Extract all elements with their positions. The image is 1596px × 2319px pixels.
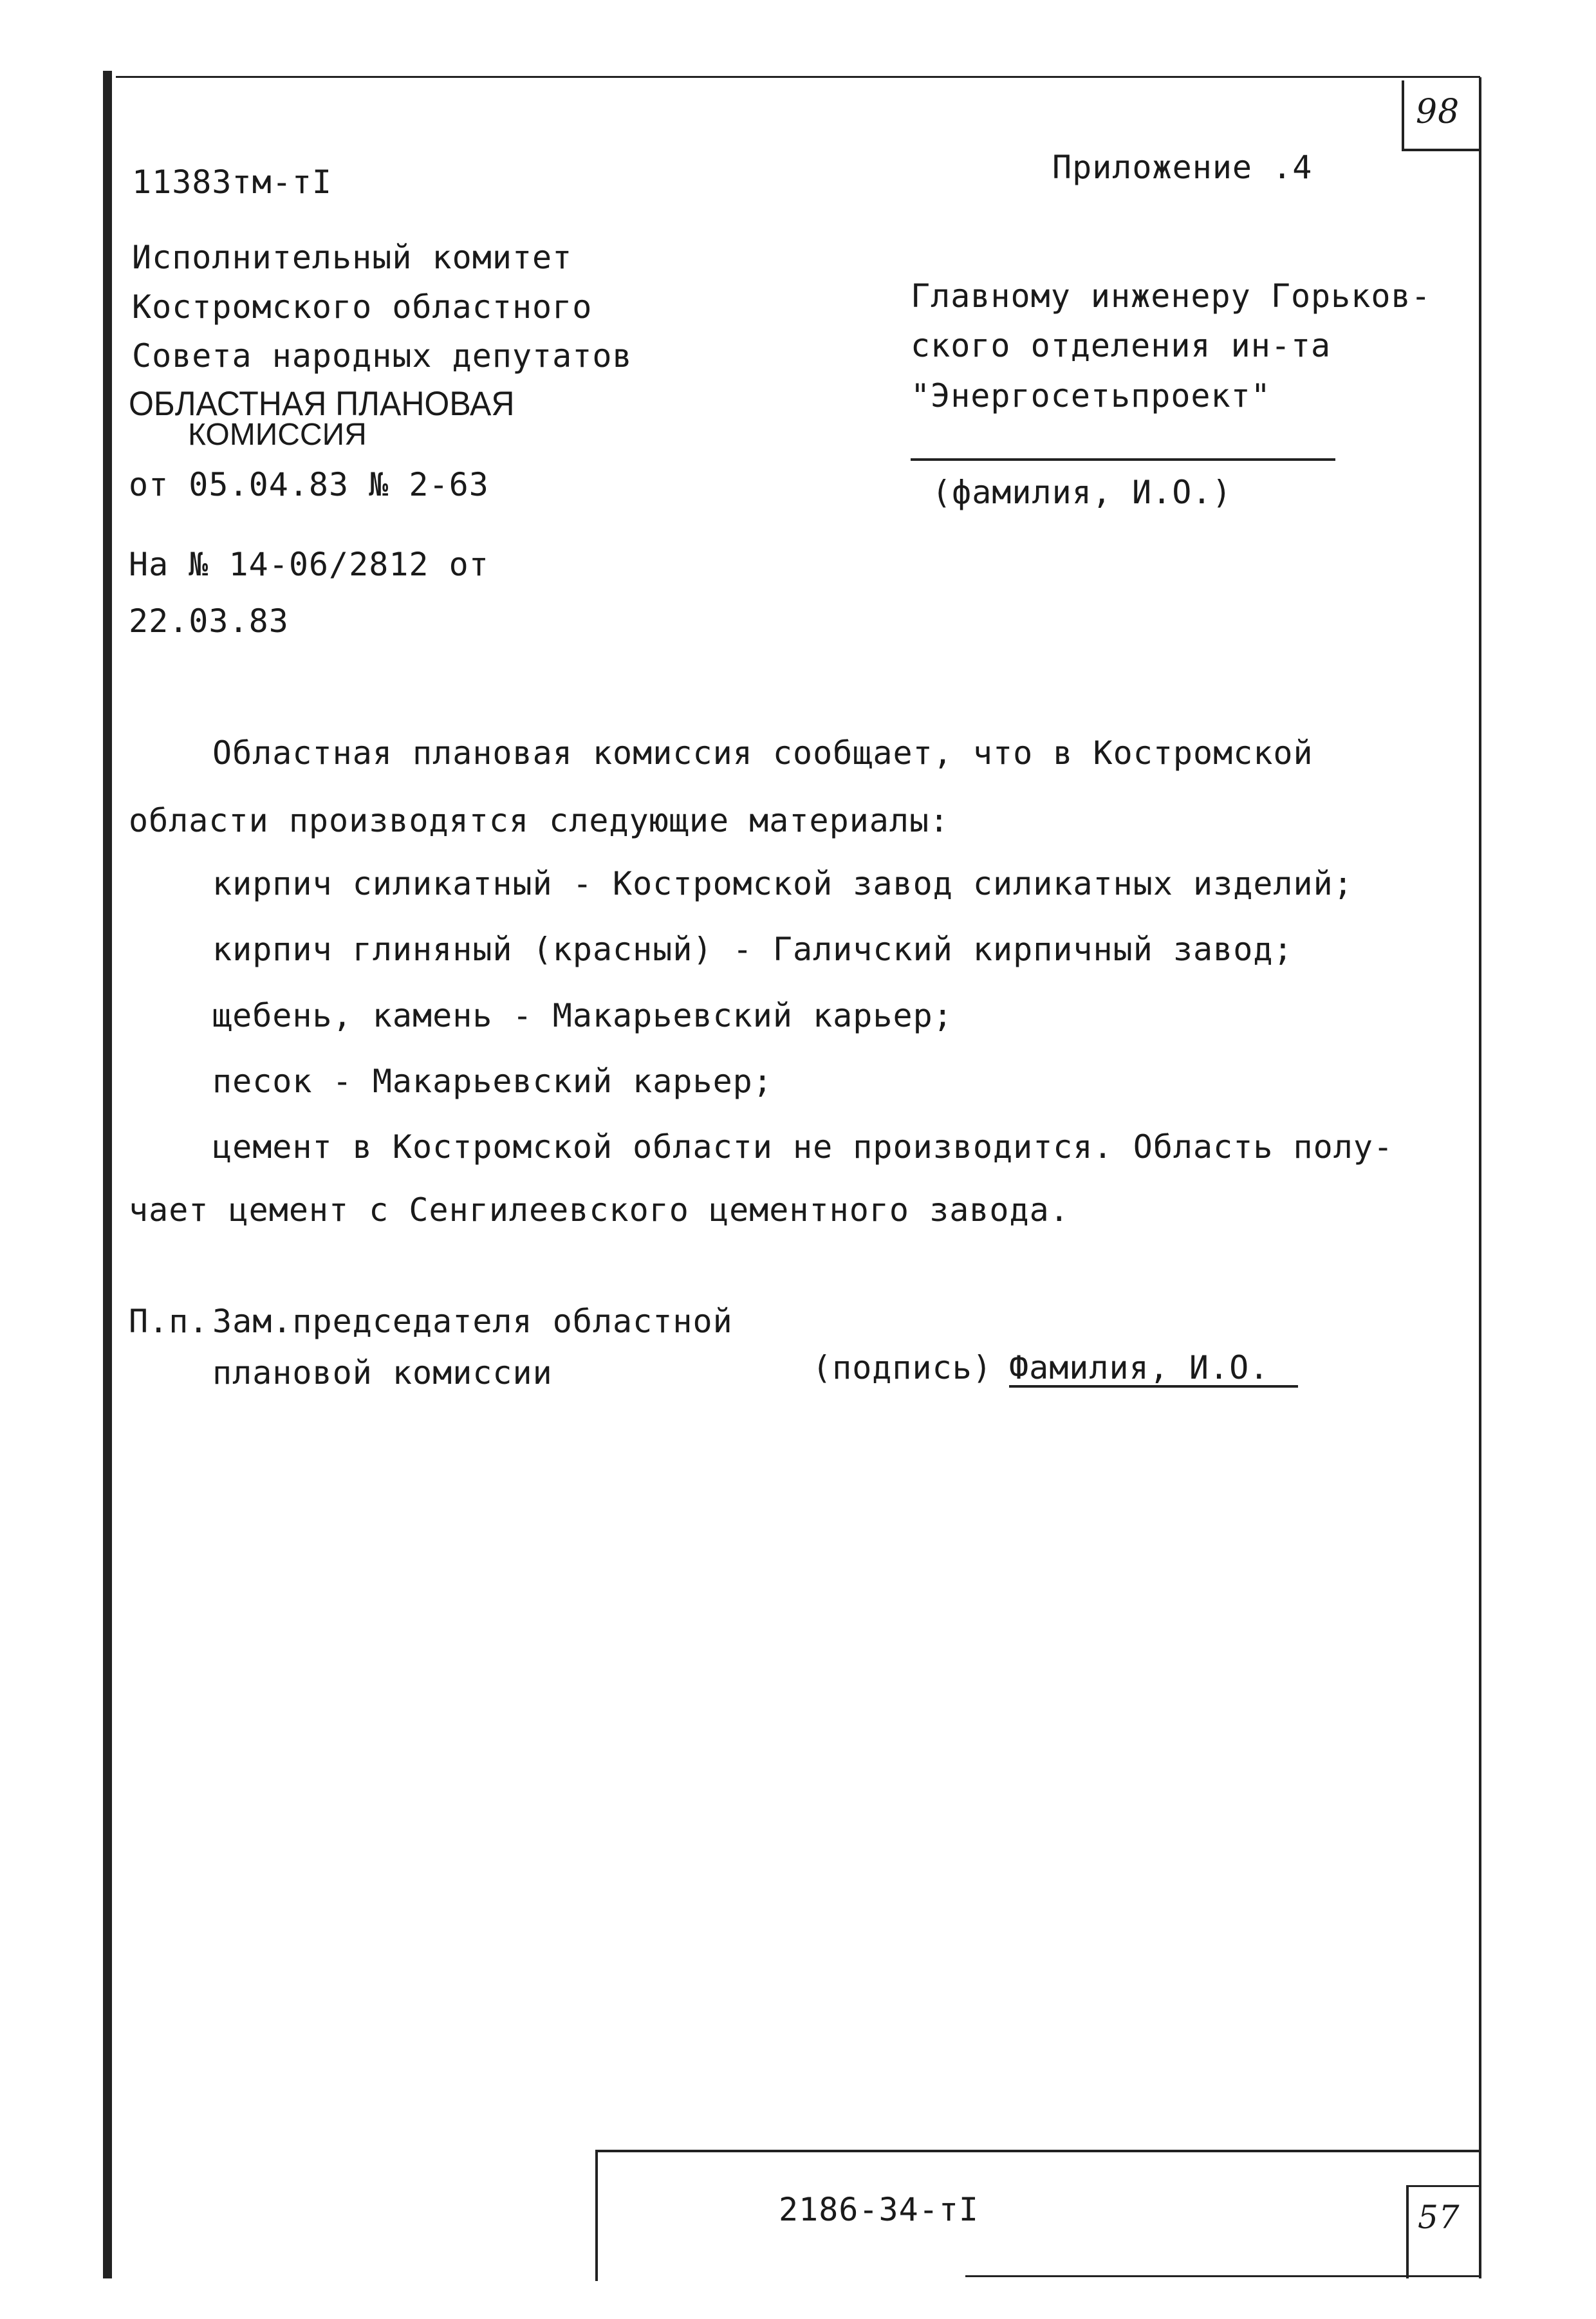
- sender-line-3: Совета народных депутатов: [132, 337, 633, 375]
- body-intro-line-1: Областная плановая комиссия сообщает, что в Костромской: [212, 734, 1313, 772]
- stamp-line-1: ОБЛАСТНАЯ ПЛАНОВАЯ: [129, 384, 515, 423]
- reply-reference-line-2: 22.03.83: [129, 602, 289, 640]
- left-binding-bar: [103, 71, 112, 2278]
- footer-bottom-rule: [965, 2275, 1480, 2277]
- outgoing-reference: от 05.04.83 № 2-63: [129, 466, 489, 503]
- recipient-line-1: Главному инженеру Горьков-: [911, 277, 1431, 315]
- material-item-2: кирпич глиняный (красный) - Галичский кирпичный завод;: [212, 931, 1294, 968]
- signature-position-line-1: Зам.председателя областной: [212, 1303, 733, 1340]
- sender-line-2: Костромского областного: [132, 288, 593, 326]
- signature-label: (подпись): [812, 1349, 992, 1386]
- recipient-name-rule: [911, 458, 1335, 461]
- doc-code: 11383тм-тI: [132, 163, 333, 201]
- signature-prefix: П.п.: [129, 1303, 209, 1340]
- footer-doc-code: 2186-34-тI: [779, 2191, 979, 2228]
- cement-line-2: чает цемент с Сенгилеевского цементного завода.: [129, 1191, 1070, 1229]
- sender-line-1: Исполнительный комитет: [132, 239, 573, 276]
- material-item-4: песок - Макарьевский карьер;: [212, 1063, 773, 1100]
- top-frame-line: [116, 76, 1480, 78]
- signature-position-line-2: плановой комиссии: [212, 1354, 553, 1392]
- footer-sheet-top: [1406, 2185, 1479, 2187]
- material-item-1: кирпич силикатный - Костромской завод силикатных изделий;: [212, 865, 1353, 902]
- cement-line-1: цемент в Костромской области не производится. Область полу-: [212, 1128, 1394, 1166]
- reply-reference-line-1: На № 14-06/2812 от: [129, 546, 489, 583]
- appendix-label: Приложение .4: [1052, 149, 1313, 186]
- footer-sheet-divider: [1406, 2185, 1409, 2278]
- recipient-line-3: "Энергосетьпроект": [911, 377, 1271, 414]
- right-frame-line: [1479, 77, 1481, 2278]
- signer-name: Фамилия, И.О.: [1009, 1352, 1298, 1388]
- recipient-name-placeholder: (фамилия, И.О.): [932, 474, 1232, 511]
- footer-sheet-number: 57: [1418, 2199, 1460, 2236]
- stamp-line-2: КОМИССИЯ: [188, 418, 367, 452]
- page-number-top: 98: [1416, 93, 1460, 131]
- footer-title-block: [595, 2150, 1481, 2281]
- material-item-3: щебень, камень - Макарьевский карьер;: [212, 997, 953, 1034]
- body-intro-line-2: области производятся следующие материалы:: [129, 802, 950, 839]
- recipient-line-2: ского отделения ин-та: [911, 327, 1332, 364]
